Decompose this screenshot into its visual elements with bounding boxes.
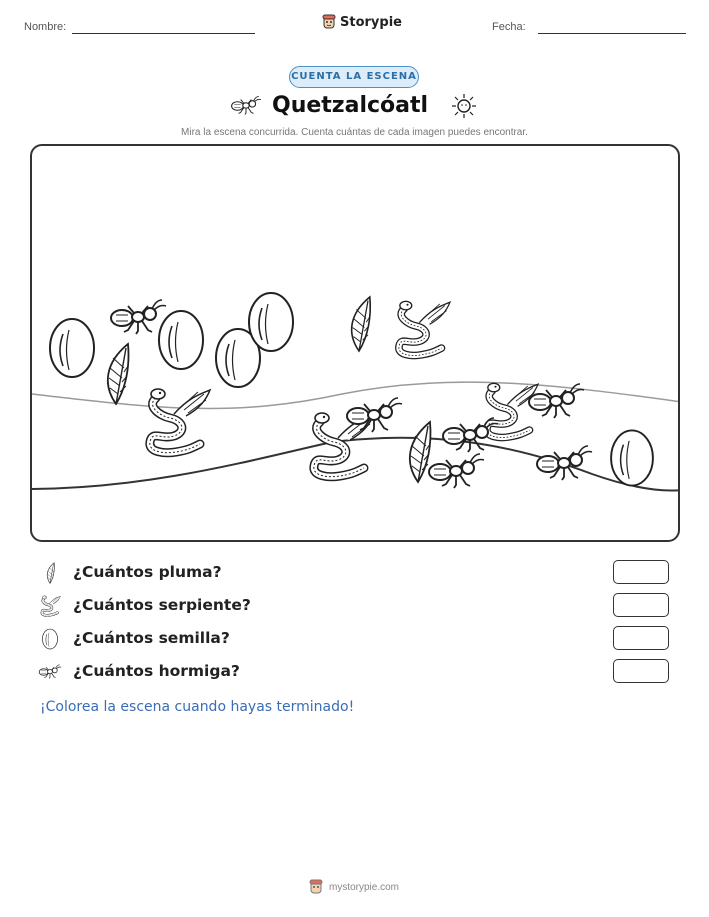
question-text: ¿Cuántos hormiga? <box>73 662 240 680</box>
seed-icon <box>249 293 293 351</box>
question-text: ¿Cuántos pluma? <box>73 563 222 581</box>
seed-icon <box>38 628 62 650</box>
feather-icon <box>108 344 129 404</box>
question-text: ¿Cuántos semilla? <box>73 629 230 647</box>
serpent-icon <box>150 389 210 453</box>
feather-icon <box>410 422 431 482</box>
name-label: Nombre: <box>24 21 67 33</box>
serpent-icon <box>38 595 62 617</box>
seed-icon <box>611 430 653 485</box>
ground-line-back <box>32 382 680 408</box>
feather-icon <box>38 562 62 584</box>
answer-box[interactable] <box>613 560 669 584</box>
question-text: ¿Cuántos serpiente? <box>73 596 251 614</box>
ant-icon <box>537 446 592 480</box>
seed-icon <box>159 311 203 369</box>
feather-icon <box>352 297 371 351</box>
storypie-logo <box>322 14 402 30</box>
serpent-icon <box>399 301 450 355</box>
counting-scene <box>30 144 680 542</box>
seed-icon <box>50 319 94 377</box>
footer <box>309 879 399 895</box>
ant-icon <box>38 661 62 683</box>
brand-name: Storypie <box>340 14 402 30</box>
question-row <box>38 593 672 619</box>
footer-url[interactable]: mystorypie.com <box>329 881 400 893</box>
serpent-icon <box>487 383 538 437</box>
date-field[interactable] <box>538 33 686 34</box>
answer-box[interactable] <box>613 626 669 650</box>
question-row <box>38 626 672 652</box>
ant-icon <box>111 300 166 334</box>
sun-icon <box>451 93 477 119</box>
ant-icon <box>230 94 262 118</box>
answer-box[interactable] <box>613 593 669 617</box>
instructions: Mira la escena concurrida. Cuenta cuántas de cada imagen puedes encontrar. <box>181 127 528 138</box>
name-field[interactable] <box>72 33 255 34</box>
activity-badge: CUENTA LA ESCENA <box>289 66 419 88</box>
ant-icon <box>429 454 484 488</box>
ground-line-front <box>32 438 680 491</box>
question-row <box>38 560 672 586</box>
question-row <box>38 659 672 685</box>
answer-box[interactable] <box>613 659 669 683</box>
storypie-mascot-icon <box>322 14 336 30</box>
coloring-instruction: ¡Colorea la escena cuando hayas terminado! <box>40 699 355 715</box>
storypie-mascot-icon <box>309 879 323 895</box>
page-title: Quetzalcóatl <box>272 93 429 118</box>
date-label: Fecha: <box>492 21 526 33</box>
